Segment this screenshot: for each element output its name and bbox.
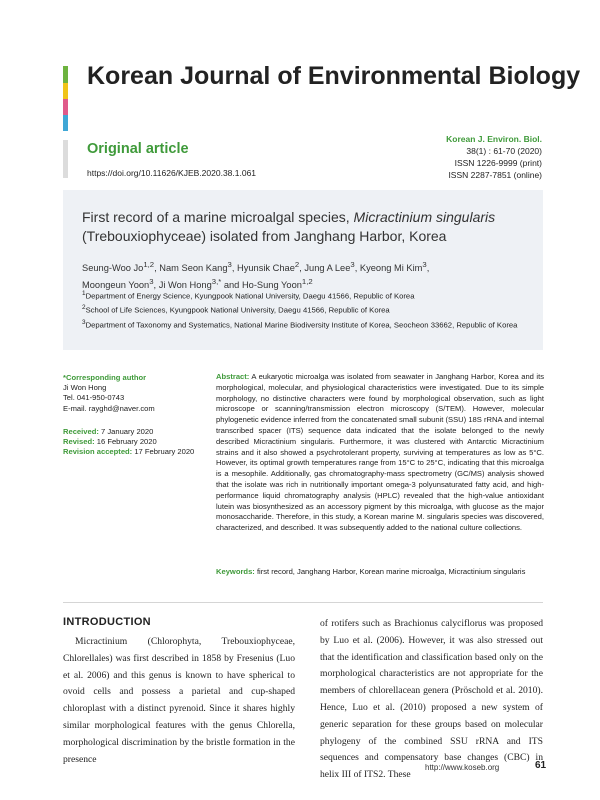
author-list: Seung-Woo Jo$^{1,2}$, Nam Seon Kang$^3$, Hyunsik Chae$^2$, Jung A Lee$^3$, Kyeong Mi Kim$^3$, Moongeun Yoon$^3$, Ji Won Hong$^{3,*}$ and Ho-Sung Yoon$^{1,2}$ [82,260,430,291]
author-name: Nam Seon Kang [159,263,228,274]
affiliation [82,288,522,302]
affiliation [82,302,522,316]
keywords [216,567,544,578]
affiliation-text: School of Life Sciences, Kyungpook National University, Daegu 41566, Republic of Korea [85,306,390,316]
accepted-label: Revision accepted: [63,447,133,457]
affiliation [82,317,522,331]
abstract-text: A eukaryotic microalga was isolated from seawater in Janghang Harbor, Korea and its morphological, molecular, and physiological characteristics were investigated. Due to its simple morphology, no distinctive characters were found by morphological observation, such as light microscope or scanning/transmission electron microscopy (S/TEM). However, molecular phylogenetic evidence inferred from the concatenated small subunit (SSU) 18S rRNA and internal transcribed spacer (ITS) sequence data indicated that the isolate belonged to the newly described Micractinium singularis. Furthermore, it was clustered with Antarctic Micractinium strains and it also showed a psychrotolerant property, surviving at temperatures as low as 5°C. However, its optimal growth temperatures range from 15°C to 25°C, indicating that this microalga is a mesophile. Additionally, gas chromatography-mass spectrometry (GC/MS) analysis showed that the isolate was rich in nutritionally important omega-3 polyunsaturated fatty acid, and high-performance liquid chromatography analysis (HPLC) revealed that the high-value antioxidant lutein was biosynthesized as an accessory pigment by this microalga, with glucose as the major monosaccharide. Therefore, in this study, a Korean marine M. singularis species was discovered, characterized, and described. It was subsequently added to the national culture collections. [216,372,544,533]
title-part2: (Trebouxiophyceae) isolated from Janghang Harbor, Korea [82,228,447,244]
author-sup: 1,2 [301,277,313,287]
author-sup: 3 [149,277,154,287]
accent-bar-green [63,66,68,83]
corr-tel: Tel. 041-950-0743 [63,393,125,403]
corr-label: *Corresponding author [63,373,147,382]
author-name: Ji Won Hong [158,280,212,291]
paper-title [82,208,532,246]
affiliation-num: 3 [82,318,86,326]
title-part1: First record of a marine microalgal species, [82,209,354,225]
author-name: Moongeun Yoon [82,280,150,291]
body-column-right [320,616,543,784]
affiliation-num: 2 [82,304,86,312]
affiliation-num: 1 [82,290,86,297]
accent-bar-blue [63,115,68,131]
page-number: 61 [535,760,547,771]
keywords-text: first record, Janghang Harbor, Korean marine microalga, Micractinium singularis [254,567,526,576]
author-name: Jung A Lee [304,263,351,274]
journal-title: Korean Journal of Environmental Biology [87,62,581,90]
author-sup: 3 [350,260,355,269]
revised-value: 16 February 2020 [94,437,157,447]
author-name: Kyeong Mi Kim [359,263,423,274]
section-divider [63,602,543,603]
accent-bar-yellow [63,83,68,99]
title-species: Micractinium singularis [353,209,496,225]
author-name: Seung-Woo Jo [82,263,144,274]
revised-date [63,437,208,447]
doi-link[interactable]: https://doi.org/10.11626/KJEB.2020.38.1.061 [87,168,257,178]
accepted-value: 17 February 2020 [132,447,195,457]
received-date [63,427,208,437]
author-sup: 3,* [211,277,222,287]
author-sup: 2 [294,260,300,269]
section-heading: INTRODUCTION [63,616,151,628]
affiliations [82,288,522,331]
author-sup: 3 [227,260,232,269]
author-name: Ho-Sung Yoon [241,280,302,291]
accepted-date [63,447,208,457]
revised-label: Revised: [63,437,95,447]
author-name: Hyunsik Chae [237,263,295,274]
affiliation-text: Department of Taxonomy and Systematics, National Marine Biodiversity Institute of Korea, Seocheon 33662, Republic of Korea [85,320,518,330]
author-sup: 1,2 [143,260,155,269]
body-column-left [63,634,295,768]
received-value: 7 January 2020 [98,427,154,436]
issn-online: ISSN 2287-7851 (online) [448,170,542,180]
article-type: Original article [87,141,189,157]
accent-bar-gray [63,140,68,178]
corresponding-author [63,373,208,414]
footer-url[interactable]: http://www.koseb.org [425,763,500,772]
journal-abbr: Korean J. Environ. Biol. [446,134,542,144]
received-label: Received: [63,427,99,436]
accent-bar-pink [63,99,68,115]
article-dates [63,427,208,458]
journal-meta [446,133,542,181]
keywords-label: Keywords: [216,567,255,576]
issn-print: ISSN 1226-9999 (print) [454,158,542,168]
abstract [216,372,544,534]
journal-volume: 38(1) : 61-70 (2020) [466,146,542,156]
body-paragraph: Micractinium (Chlorophyta, Trebouxiophyceae, Chlorellales) was first described in 1858 by Fresenius (Luo et al. 2006) and this genus is known to have spherical to ovoid cells and possess a parietal and cup-shaped chloroplast with a distinct pyrenoid. Since it shares highly similar morphological features with the genus Chlorella, morphological discrimination by the bristle formation in the presence [63,636,295,765]
corr-email[interactable]: E-mail. rayghd@naver.com [63,403,155,413]
body-paragraph: of rotifers such as Brachionus calyciflorus was proposed by Luo et al. (2006). However, it was also stressed out that the identification and classification based only on the morphological characteristics are not appropriate for the members of chlorellacean genera (Pröschold et al. 2010). Hence, Luo et al. (2010) proposed a new system of generic separation for these groups based on molecular phylogeny of the combined SSU rRNA and ITS sequences and compensatory base changes (CBC) in helix III of ITS2. These [320,618,543,781]
abstract-label: Abstract: [216,372,250,381]
author-sup: 3 [422,260,427,269]
affiliation-text: Department of Energy Science, Kyungpook National University, Daegu 41566, Republic of Korea [85,291,415,301]
corr-name: Ji Won Hong [63,383,107,393]
